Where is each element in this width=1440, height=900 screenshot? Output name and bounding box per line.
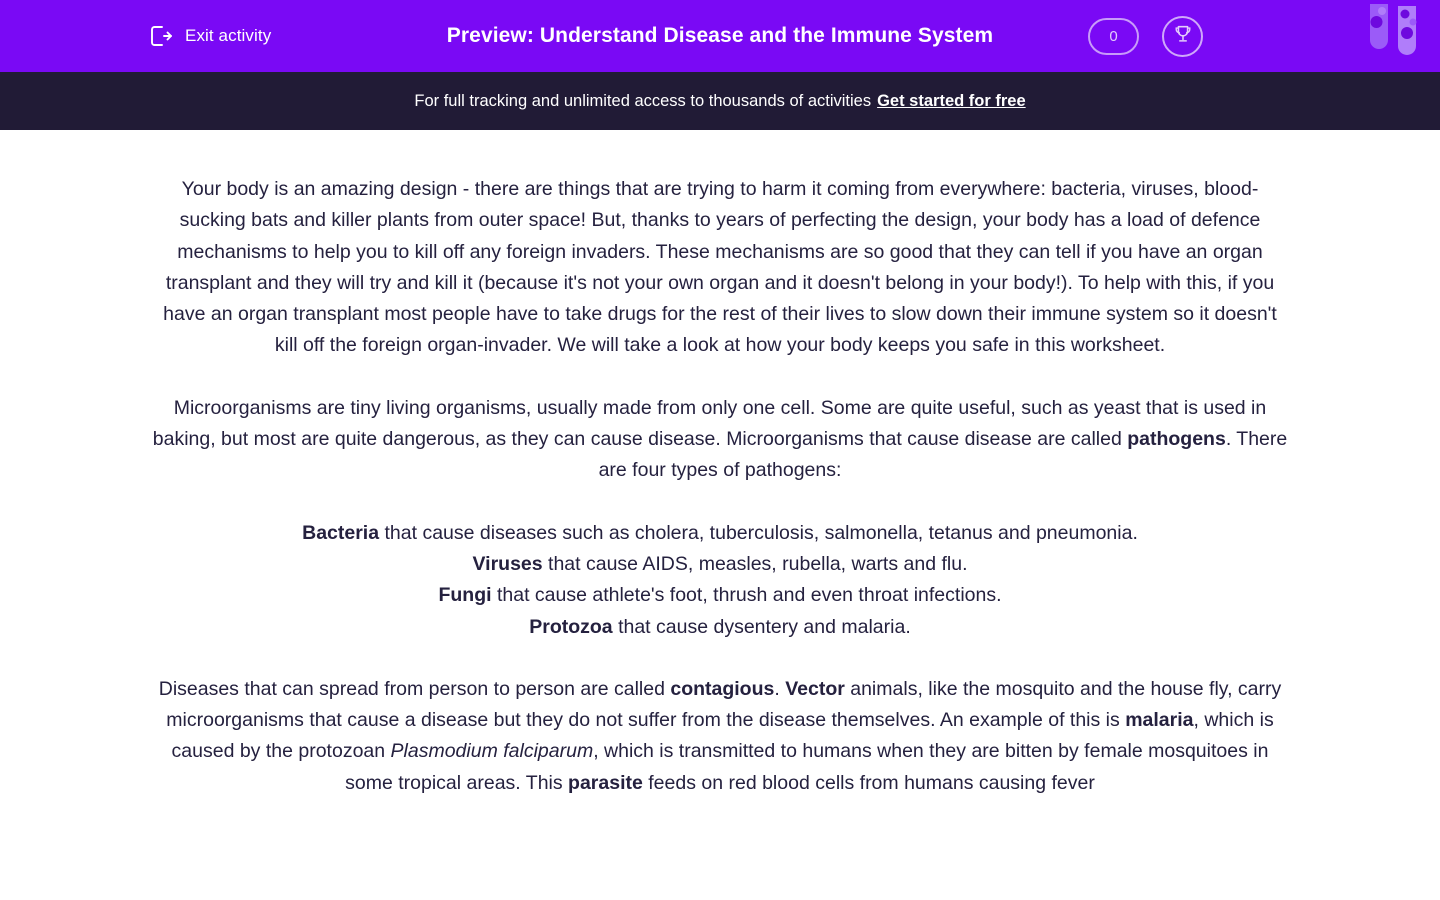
contagious-text-part-1: Diseases that can spread from person to person are called: [158, 677, 671, 700]
page-title: Preview: Understand Disease and the Immune System: [446, 24, 994, 47]
promo-text: For full tracking and unlimited access to thousands of activities: [414, 91, 872, 110]
pathogen-type-description: that cause AIDS, measles, rubella, warts and flu.: [542, 552, 968, 575]
paragraph-intro: [150, 174, 1290, 362]
contagious-text-part-2: .: [774, 677, 786, 700]
term-vector: Vector: [785, 677, 845, 700]
points-value: 0: [1109, 27, 1118, 45]
get-started-link[interactable]: Get started for free: [877, 91, 1026, 110]
list-item: [150, 580, 1290, 611]
term-parasite: parasite: [568, 771, 643, 794]
promo-banner: [0, 72, 1440, 130]
microorganisms-text-part-1: Microorganisms are tiny living organisms, usually made from only one cell. Some are quite useful, such as yeast that is used in baking, but most are quite dangerous, as they can cause disease. Microorganisms that cause disease are called: [152, 396, 1267, 451]
test-tubes-icon: [1364, 0, 1426, 72]
pathogen-type-description: that cause athlete's foot, thrush and even throat infections.: [491, 584, 1002, 607]
pathogen-type-label: Protozoa: [529, 615, 613, 638]
term-plasmodium-falciparum: Plasmodium falciparum: [390, 740, 594, 763]
pathogen-type-description: that cause diseases such as cholera, tuberculosis, salmonella, tetanus and pneumonia.: [379, 521, 1138, 544]
trophy-button[interactable]: [1162, 16, 1203, 57]
exit-activity-button[interactable]: [148, 23, 271, 49]
term-pathogens: pathogens: [1127, 428, 1226, 451]
pathogen-type-description: that cause dysentery and malaria.: [612, 615, 911, 638]
term-malaria: malaria: [1125, 709, 1194, 732]
pathogen-type-list: [150, 518, 1290, 643]
app-header: [0, 0, 1440, 72]
contagious-text-part-6: feeds on red blood cells from humans causing fever: [642, 771, 1095, 794]
pathogen-type-label: Viruses: [472, 552, 543, 575]
contagious-text-part-4: , which is caused by the protozoan: [171, 709, 1274, 763]
paragraph-contagious-vectors: [150, 674, 1290, 799]
list-item: [150, 549, 1290, 580]
worksheet-body: [0, 130, 1440, 799]
paragraph-intro-text: Your body is an amazing design - there are things that are trying to harm it coming from everywhere: bacteria, viruses, blood-sucking bats and killer plants from outer space! But, thanks to years of perfecting the design, your body has a load of defence mechanisms to help you to kill off any foreign invaders. These mechanisms are so good that they can tell if you have an organ transplant and they will try and kill it (because it's not your own organ and it doesn't belong in your body!). To help with this, if you have an organ transplant most people have to take drugs for the rest of their lives to slow down their immune system so it doesn't kill off the foreign organ-invader. We will take a look at how your body keeps you safe in this worksheet.: [163, 178, 1277, 357]
pathogen-type-label: Fungi: [438, 584, 492, 607]
contagious-text-part-5: , which is transmitted to humans when they are bitten by female mosquitoes in some tropical areas. This: [345, 740, 1269, 794]
microorganisms-text-part-2: . There are four types of pathogens:: [598, 428, 1288, 482]
trophy-icon: [1172, 23, 1194, 50]
paragraph-microorganisms: [150, 393, 1290, 487]
points-badge[interactable]: [1088, 18, 1139, 55]
pathogen-type-label: Bacteria: [302, 521, 380, 544]
term-contagious: contagious: [670, 677, 775, 700]
exit-activity-label: Exit activity: [185, 26, 272, 45]
header-actions: [1088, 16, 1203, 57]
list-item: [150, 612, 1290, 643]
contagious-text-part-3: animals, like the mosquito and the house fly, carry microorganisms that cause a disease but they do not suffer from the disease themselves. An example of this is: [166, 677, 1282, 732]
list-item: [150, 518, 1290, 549]
worksheet-content: [150, 174, 1290, 799]
exit-door-arrow-icon: [148, 23, 174, 49]
